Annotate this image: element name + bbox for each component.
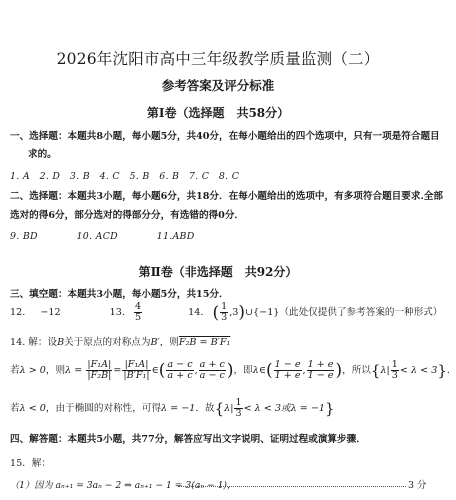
q13-answer: $\frac{4}{5}$ <box>134 301 142 324</box>
sol14-line2: 若λ > 0，则λ = $\frac{\text{|F₁A|}}{\text{|F₂B|}}$ = $\frac{\text{|F₁A|}}{\text{|B′F₁|}}$ ∈( $\frac{a - c}{a + c}$ , $\frac{a + c}{a - c}$ )，即λ∈( $\frac{1 - e}{1 + e}$ , $\frac{1 + e}{1 - e}$ )，所以{λ| $\frac{1}{3}$ < λ < 3}． <box>10 359 456 382</box>
q14-upper: ,3 <box>229 307 239 319</box>
q14-open-paren: ( <box>212 302 220 323</box>
sec2-answers: 9. BD 10. ACD 11.ABD <box>10 231 195 242</box>
q12-answer: −12 <box>40 307 61 319</box>
score-leader-dots <box>178 478 406 487</box>
page-subtitle: 参考答案及评分标准 <box>161 78 275 93</box>
q14-number: 14. <box>188 307 204 319</box>
sec1-answers: 1. A 2. D 3. B 4. C 5. B 6. B 7. C 8. C <box>10 171 240 182</box>
part2-title: 第Ⅱ卷（非选择题 共92分） <box>138 265 298 279</box>
sec1-heading-cont: 求的。 <box>28 149 57 160</box>
q15-label: 15．解： <box>10 458 51 469</box>
sec1-heading: 一、选择题：本题共8小题，每小题5分，共40分，在每小题给出的四个选项中，只有一项是符合题目 <box>10 131 440 142</box>
sec4-heading: 四、解答题：本题共5小题，共77分，解答应写出文字说明、证明过程或演算步骤． <box>10 434 366 445</box>
sec2-heading-cont: 选对的得6分，部分选对的得部分分，有选错的得0分． <box>10 210 245 221</box>
q15-step1: （1）因为 aₙ₊₁ = 3aₙ − 2 ⇒ aₙ₊₁ − 1 = 3(aₙ − 1)， <box>10 480 237 491</box>
sol14-line1: 14. 解：设B关于原点的对称点为B′，则F₂B = B′F₁ <box>10 337 231 348</box>
q14-fraction: $\frac{1}{3}$ <box>221 301 228 324</box>
page-title: 2026年沈阳市高中三年级教学质量监测（二） <box>56 50 380 68</box>
sec2-heading: 二、选择题：本题共3小题，每小题6分，共18分．在每小题给出的选项中，有多项符合题目要求.全部 <box>10 191 443 202</box>
sec3-answers-row <box>10 302 443 323</box>
q14-tail: ∪{−1}（此处仅提供了参考答案的一种形式） <box>245 307 443 319</box>
q12-number: 12. <box>10 307 26 319</box>
q13-number: 13. <box>109 307 125 319</box>
part1-title: 第Ⅰ卷（选择题 共58分） <box>146 106 290 120</box>
q15-score: 3 分 <box>408 480 427 491</box>
sol14-line3: 若λ < 0，由于椭圆的对称性，可得λ = −1．故{λ| $\frac{1}{3}$ < λ < 3或λ = −1} <box>10 397 335 420</box>
q14-close-paren: ) <box>238 302 246 323</box>
sec3-heading: 三、填空题：本题共3小题，每小题5分，共15分． <box>10 289 229 300</box>
